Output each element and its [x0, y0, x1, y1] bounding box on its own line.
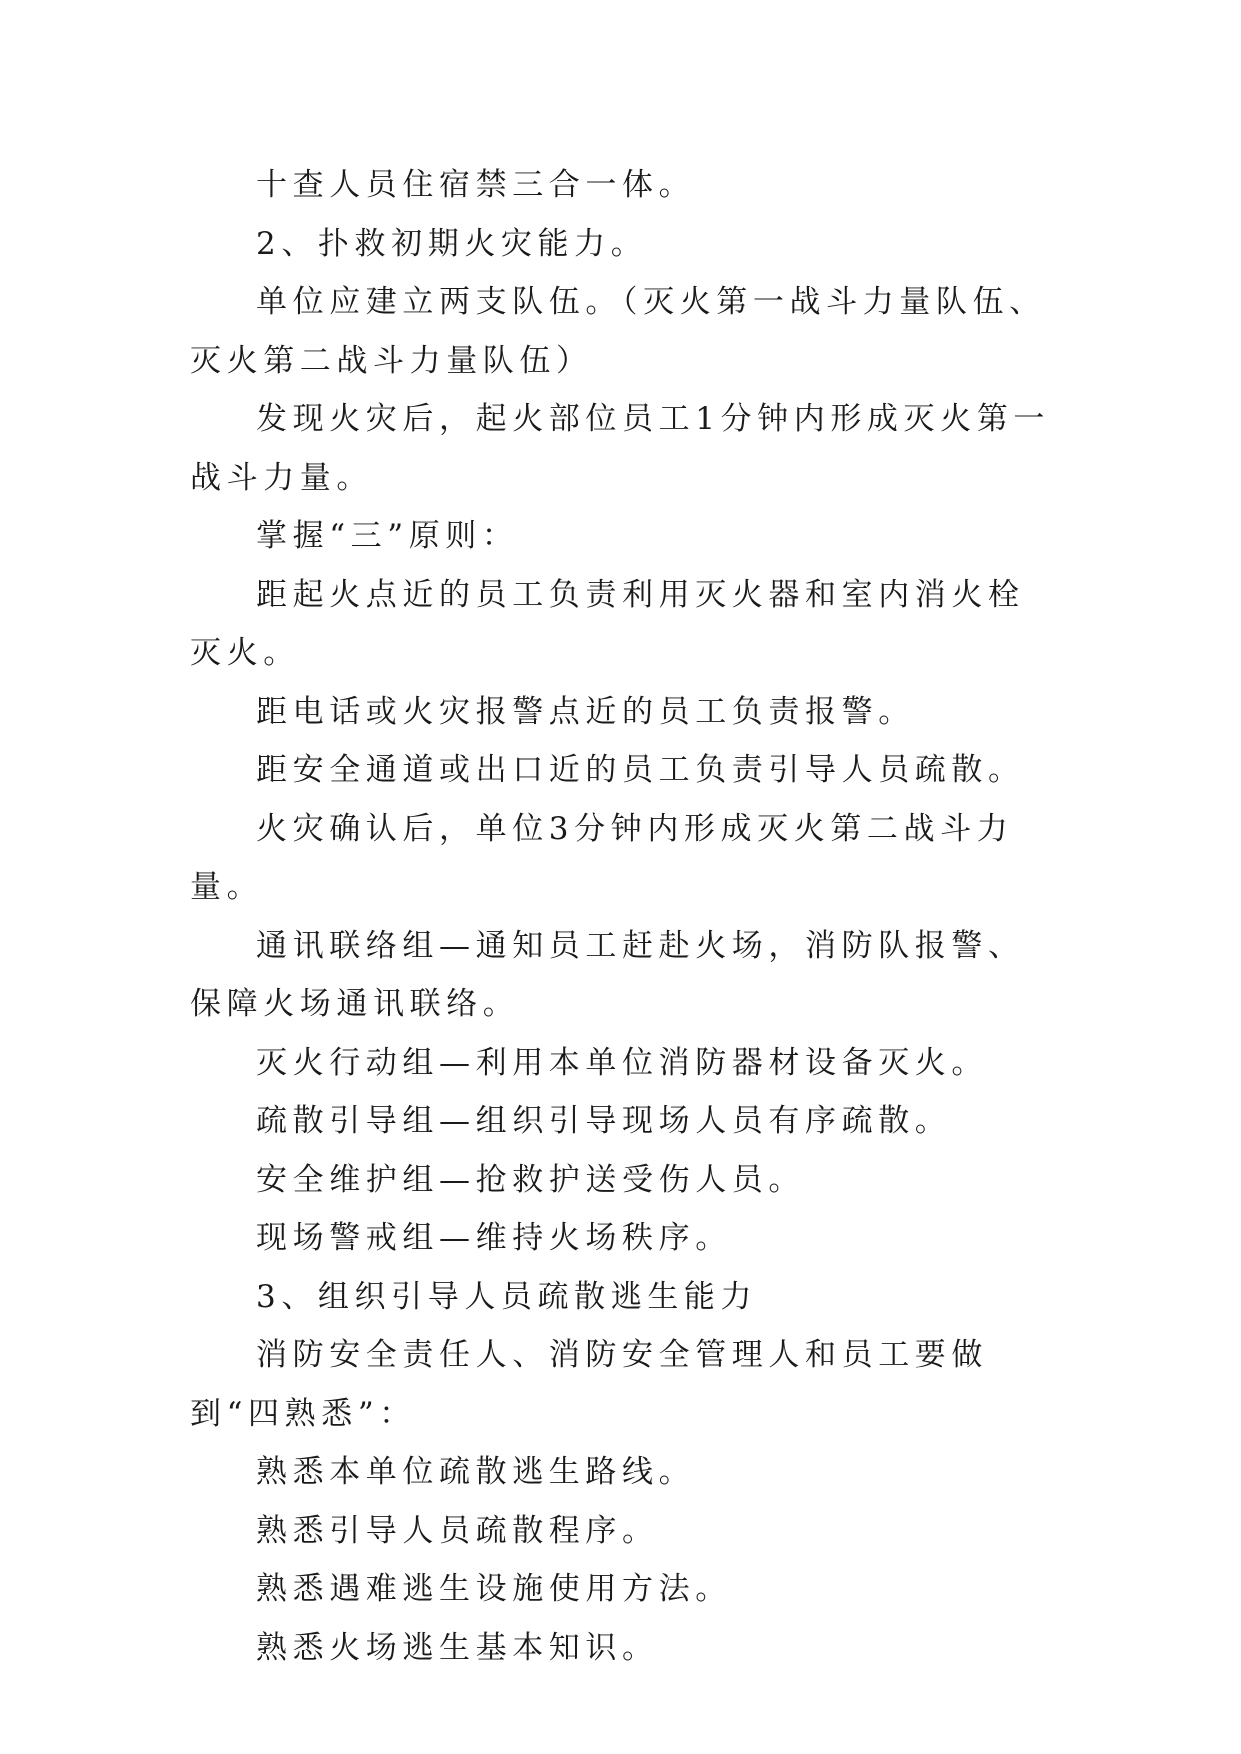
paragraph-10: 通讯联络组—通知员工赶赴火场，消防队报警、保障火场通讯联络。: [190, 927, 1025, 1022]
paragraph-15: 3、组织引导人员疏散逃生能力: [256, 1278, 758, 1315]
paragraph-4: 发现火灾后，起火部位员工1分钟内形成灭火第一战斗力量。: [190, 401, 1050, 496]
paragraph-16: 消防安全责任人、消防安全管理人和员工要做到“四熟悉”：: [190, 1337, 988, 1432]
paragraph-19: 熟悉遇难逃生设施使用方法。: [256, 1571, 732, 1607]
paragraph-6: 距起火点近的员工负责利用灭火器和室内消火栓灭火。: [190, 576, 1025, 671]
paragraph-14: 现场警戒组—维持火场秩序。: [256, 1220, 732, 1256]
paragraph-11: 灭火行动组—利用本单位消防器材设备灭火。: [256, 1044, 988, 1081]
paragraph-3: 单位应建立两支队伍。（灭火第一战斗力量队伍、灭火第二战斗力量队伍）: [190, 284, 1046, 379]
paragraph-2: 2、扑救初期火灾能力。: [256, 225, 648, 262]
paragraph-17: 熟悉本单位疏散逃生路线。: [256, 1454, 696, 1490]
paragraph-20: 熟悉火场逃生基本知识。: [256, 1629, 659, 1666]
paragraph-7: 距电话或火灾报警点近的员工负责报警。: [256, 693, 915, 730]
paragraph-12: 疏散引导组—组织引导现场人员有序疏散。: [256, 1103, 952, 1139]
paragraph-1: 十查人员住宿禁三合一体。: [256, 167, 696, 203]
document-body: [190, 156, 1060, 1677]
paragraph-13: 安全维护组—抢救护送受伤人员。: [256, 1161, 805, 1198]
paragraph-18: 熟悉引导人员疏散程序。: [256, 1512, 659, 1549]
paragraph-8: 距安全通道或出口近的员工负责引导人员疏散。: [256, 752, 1025, 788]
paragraph-9: 火灾确认后，单位3分钟内形成灭火第二战斗力量。: [190, 810, 1014, 905]
paragraph-5: 掌握“三”原则：: [256, 518, 519, 554]
